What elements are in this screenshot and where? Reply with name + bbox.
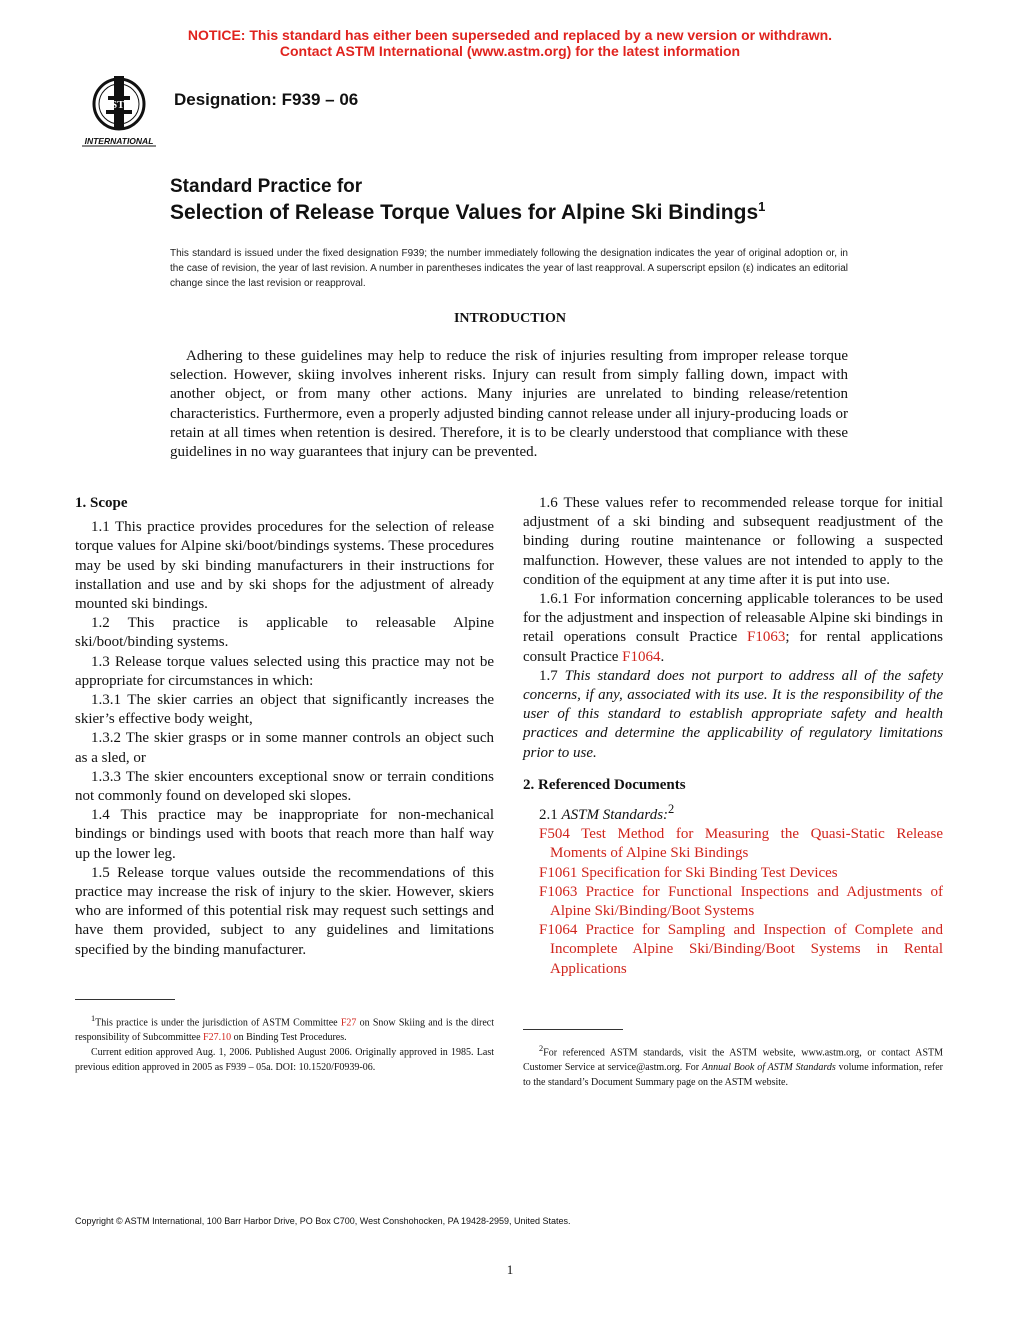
- logo-caption: INTERNATIONAL: [84, 136, 154, 146]
- ref-item: [523, 825, 943, 863]
- title-line-1: Standard Practice for: [170, 176, 363, 197]
- page-number: 1: [506, 1262, 514, 1277]
- footnote-2-marker: 2: [539, 1044, 544, 1053]
- designation: Designation: F939 – 06: [174, 90, 359, 109]
- section-2-heading: 2. Referenced Documents: [523, 776, 686, 793]
- ref-item: [523, 921, 943, 979]
- copyright: Copyright © ASTM International, 100 Barr Harbor Drive, PO Box C700, West Conshohocken, PA 19428-2959, United States.: [75, 1216, 571, 1226]
- ref-title[interactable]: Specification for Ski Binding Test Devices: [577, 864, 838, 881]
- para-1-3-3: 1.3.3 The skier encounters exceptional snow or terrain conditions not commonly found on developed ski slopes.: [75, 768, 494, 805]
- footnote-1-edition: Current edition approved Aug. 1, 2006. Published August 2006. Originally approved in 1985. Last previous edition approved in 2005 as F939 – 05a. DOI: 10.1520/F0939-06.: [75, 1047, 494, 1074]
- astm-logo-icon: [78, 74, 160, 148]
- right-column: [523, 494, 943, 979]
- introduction-text: Adhering to these guidelines may help to reduce the risk of injuries resulting from improper release torque selection. However, skiing involves inherent risks. Injury can result from simply falling down, impact with another object, or from many other actions. Many injuries are unrelated to binding release/retention characteristics. Furthermore, even a properly adjusted binding cannot release under all injury-producing loads or retain at all times when retention is desired. Therefore, it is to be clearly understood that compliance with these guidelines in no way guarantees that injury can be prevented.: [170, 348, 848, 461]
- para-1-3-2: 1.3.2 The skier grasps or in some manner controls an object such as a sled, or: [75, 730, 494, 766]
- link-f27-10[interactable]: F27.10: [203, 1032, 232, 1044]
- para-1-6: 1.6 These values refer to recommended release torque for initial adjustment of a ski binding and subsequent readjustment of the binding during routine maintenance or following a suspected malfunction. However, these values are not intended to apply to the condition of the equipment at any time after it is put into use.: [523, 495, 943, 588]
- left-column: [75, 494, 494, 960]
- astm-logo: [78, 74, 160, 148]
- para-1-3-1: 1.3.1 The skier carries an object that significantly increases the skier’s effective body weight,: [75, 692, 494, 728]
- footnote-1-marker: 1: [91, 1014, 96, 1023]
- ref-title[interactable]: Practice for Sampling and Inspection of Complete and Incomplete Alpine Ski/Binding/Boot Systems in Rental Applications: [550, 922, 943, 977]
- para-1-4: 1.4 This practice may be inappropriate for non-mechanical bindings or bindings used with boots that reach more than half way up the lower leg.: [75, 807, 494, 862]
- footnote-rule-left: [75, 999, 175, 1000]
- ref-item: [523, 864, 943, 883]
- introduction-heading: INTRODUCTION: [453, 311, 566, 326]
- withdrawal-notice: [0, 27, 1020, 59]
- link-f1064[interactable]: F1064: [622, 648, 661, 665]
- footnote-2-ref[interactable]: 2: [668, 802, 675, 817]
- footnote-rule-right: [523, 1029, 623, 1030]
- logo-letters: ASTM: [103, 99, 135, 111]
- para-1-5: 1.5 Release torque values outside the recommendations of this practice may increase the risk of injury to the skier. However, skiers who are informed of this potential risk may request such settings and have them provided, subject to any guidelines and limitations specified by the binding manufacturer.: [75, 864, 494, 958]
- issuance-statement: This standard is issued under the fixed designation F939; the number immediately following the designation indicates the year of original adoption or, in the case of revision, the year of last revision. A number in parentheses indicates the year of last reapproval. A superscript epsilon (ε) indicates an editorial change since the last revision or reapproval.: [170, 248, 848, 289]
- title-line-2: [170, 199, 765, 225]
- ref-item: [523, 883, 943, 921]
- footnote-2: $^2$For referenced ASTM standards, visit the ASTM website, www.astm.org, or contact ASTM Customer Service at service@astm.org. For Annual Book of ASTM Standards volume information, refer to the standard’s Document Summary page on the ASTM website.: [523, 1044, 943, 1089]
- ref-link-f504[interactable]: F504: [539, 826, 570, 843]
- para-1-6-1: 1.6.1 For information concerning applicable tolerances to be used for the adjustment and inspection of releasable Alpine ski bindings in retail operations consult Practice F1063; for rental applications consult Practice F1064.: [523, 591, 943, 665]
- para-1-1: 1.1 This practice provides procedures for the selection of release torque values for Alpine ski/boot/bindings systems. These procedures may be used by ski binding manufacturers in their instructions for installation and use and by ski shops for the adjustment of already mounted ski bindings.: [75, 519, 494, 613]
- notice-line-1: NOTICE: This standard has either been superseded and replaced by a new version or withdrawn.: [187, 27, 833, 43]
- para-1-3: 1.3 Release torque values selected using this practice may not be appropriate for circumstances in which:: [75, 653, 494, 689]
- link-f1063[interactable]: F1063: [747, 629, 786, 646]
- para-1-7: 1.7 This standard does not purport to address all of the safety concerns, if any, associated with its use. It is the responsibility of the user of this standard to establish appropriate safety and health practices and determine the applicability of regulatory limitations prior to use.: [523, 667, 944, 761]
- ref-link-f1063[interactable]: F1063: [539, 883, 578, 900]
- para-1-2: 1.2 This practice is applicable to releasable Alpine ski/boot/binding systems.: [75, 615, 494, 651]
- title-footnote-ref[interactable]: 1: [758, 199, 766, 214]
- notice-line-2: Contact ASTM International (www.astm.org) for the latest information: [279, 43, 741, 59]
- para-2-1: 2.1 ASTM Standards:$^2$: [539, 802, 675, 824]
- ref-title[interactable]: Test Method for Measuring the Quasi-Static Release Moments of Alpine Ski Bindings: [550, 826, 943, 862]
- section-1-heading: 1. Scope: [75, 495, 128, 511]
- title-text: Selection of Release Torque Values for Alpine Ski Bindings: [170, 201, 759, 224]
- ref-title[interactable]: Practice for Functional Inspections and Adjustments of Alpine Ski/Binding/Boot Systems: [550, 883, 943, 920]
- footnote-1: $^1$This practice is under the jurisdiction of ASTM Committee F27 on Snow Skiing and is the direct responsibility of Subcommittee F27.10 on Binding Test Procedures. Current edition approved Aug. 1, 2006. Published August 2006. Originally approved in 1985. Last previous edition approved in 2005 as F939 – 05a. DOI: 10.1520/F0939-06.: [75, 1014, 494, 1074]
- ref-link-f1061[interactable]: F1061: [539, 864, 578, 881]
- link-f27[interactable]: F27: [340, 1017, 357, 1029]
- ref-link-f1064[interactable]: F1064: [539, 922, 578, 939]
